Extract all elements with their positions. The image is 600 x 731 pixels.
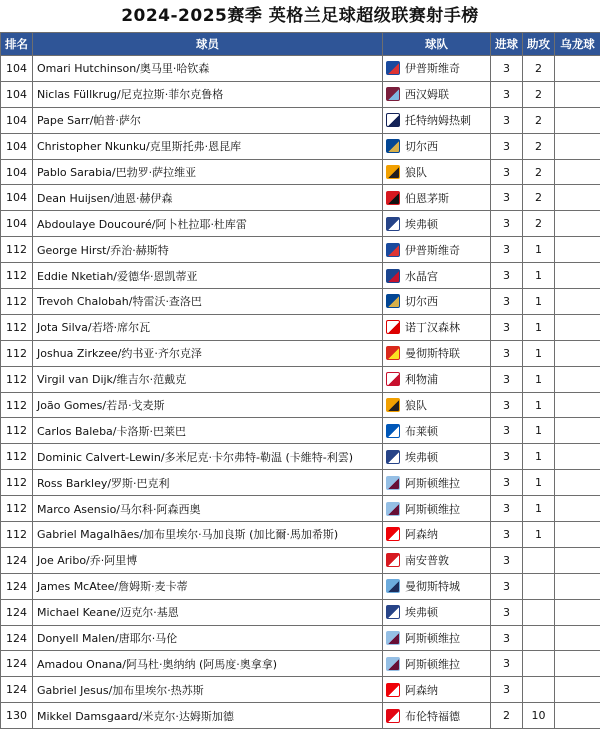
team-name: 布伦特福德	[405, 709, 460, 723]
own-goals-cell	[555, 56, 600, 82]
team-name: 阿森纳	[405, 683, 438, 697]
team-crest-icon	[386, 502, 400, 516]
table-row	[1, 56, 600, 82]
team-crest-icon	[386, 579, 400, 593]
player-cell: James McAtee/詹姆斯·麦卡蒂	[33, 573, 383, 599]
assists-cell: 1	[523, 522, 555, 548]
rank-cell: 112	[1, 366, 33, 392]
team-name: 埃弗顿	[405, 217, 438, 231]
rank-cell: 124	[1, 547, 33, 573]
team-name: 西汉姆联	[405, 88, 449, 102]
column-header-team: 球队	[383, 33, 491, 56]
team-cell	[383, 107, 491, 133]
column-header-assists: 助攻	[523, 33, 555, 56]
assists-cell: 1	[523, 340, 555, 366]
table-row	[1, 522, 600, 548]
goals-cell: 3	[491, 547, 523, 573]
column-header-own-goals: 乌龙球	[555, 33, 600, 56]
assists-cell: 1	[523, 470, 555, 496]
rank-cell: 112	[1, 263, 33, 289]
team-cell	[383, 263, 491, 289]
player-cell: Omari Hutchinson/奥马里·哈钦森	[33, 56, 383, 82]
own-goals-cell	[555, 444, 600, 470]
team-name: 曼彻斯特城	[405, 580, 460, 594]
team-cell	[383, 599, 491, 625]
team-cell	[383, 81, 491, 107]
own-goals-cell	[555, 159, 600, 185]
goals-cell: 3	[491, 599, 523, 625]
team-name: 布莱顿	[405, 424, 438, 438]
own-goals-cell	[555, 599, 600, 625]
team-crest-icon	[386, 294, 400, 308]
own-goals-cell	[555, 133, 600, 159]
player-cell: Joe Aribo/乔·阿里博	[33, 547, 383, 573]
table-row	[1, 496, 600, 522]
team-cell	[383, 159, 491, 185]
team-crest-icon	[386, 657, 400, 671]
team-crest-icon	[386, 553, 400, 567]
own-goals-cell	[555, 237, 600, 263]
player-cell: João Gomes/若昂·戈麦斯	[33, 392, 383, 418]
team-name: 阿斯顿维拉	[405, 476, 460, 490]
assists-cell: 2	[523, 211, 555, 237]
team-cell	[383, 651, 491, 677]
goals-cell: 3	[491, 418, 523, 444]
own-goals-cell	[555, 418, 600, 444]
team-crest-icon	[386, 191, 400, 205]
table-row	[1, 211, 600, 237]
goals-cell: 3	[491, 314, 523, 340]
assists-cell: 1	[523, 263, 555, 289]
player-cell: Carlos Baleba/卡洛斯·巴莱巴	[33, 418, 383, 444]
team-cell	[383, 133, 491, 159]
team-name: 南安普敦	[405, 554, 449, 568]
team-cell	[383, 547, 491, 573]
table-row	[1, 418, 600, 444]
team-name: 托特纳姆热刺	[405, 114, 471, 128]
rank-cell: 112	[1, 522, 33, 548]
team-name: 伯恩茅斯	[405, 191, 449, 205]
rank-cell: 124	[1, 651, 33, 677]
scorers-table	[0, 32, 600, 729]
team-cell	[383, 677, 491, 703]
goals-cell: 3	[491, 625, 523, 651]
rank-cell: 104	[1, 159, 33, 185]
team-cell	[383, 496, 491, 522]
player-cell: Michael Keane/迈克尔·基恩	[33, 599, 383, 625]
assists-cell: 1	[523, 289, 555, 315]
team-crest-icon	[386, 476, 400, 490]
team-name: 阿斯顿维拉	[405, 632, 460, 646]
player-cell: Trevoh Chalobah/特雷沃·查洛巴	[33, 289, 383, 315]
team-cell	[383, 703, 491, 729]
assists-cell: 2	[523, 159, 555, 185]
assists-cell: 10	[523, 703, 555, 729]
own-goals-cell	[555, 496, 600, 522]
player-cell: Marco Asensio/马尔科·阿森西奥	[33, 496, 383, 522]
table-row	[1, 107, 600, 133]
assists-cell: 2	[523, 81, 555, 107]
goals-cell: 3	[491, 237, 523, 263]
table-row	[1, 237, 600, 263]
page-title: 2024-2025赛季 英格兰足球超级联赛射手榜	[121, 6, 479, 26]
own-goals-cell	[555, 547, 600, 573]
table-row	[1, 573, 600, 599]
assists-cell: 2	[523, 133, 555, 159]
rank-cell: 104	[1, 133, 33, 159]
rank-cell: 112	[1, 496, 33, 522]
assists-cell	[523, 573, 555, 599]
rank-cell: 104	[1, 107, 33, 133]
rank-cell: 104	[1, 211, 33, 237]
team-name: 埃弗顿	[405, 450, 438, 464]
team-name: 水晶宫	[405, 269, 438, 283]
table-row	[1, 470, 600, 496]
goals-cell: 3	[491, 185, 523, 211]
player-cell: Gabriel Magalhães/加布里埃尔·马加良斯 (加比爾·馬加希斯)	[33, 522, 383, 548]
team-crest-icon	[386, 605, 400, 619]
player-cell: Pablo Sarabia/巴勃罗·萨拉维亚	[33, 159, 383, 185]
team-cell	[383, 573, 491, 599]
rank-cell: 112	[1, 418, 33, 444]
table-body	[1, 56, 600, 729]
team-crest-icon	[386, 631, 400, 645]
team-cell	[383, 340, 491, 366]
table-row	[1, 133, 600, 159]
table-row	[1, 703, 600, 729]
own-goals-cell	[555, 340, 600, 366]
goals-cell: 3	[491, 340, 523, 366]
goals-cell: 3	[491, 522, 523, 548]
table-row	[1, 625, 600, 651]
own-goals-cell	[555, 651, 600, 677]
goals-cell: 3	[491, 392, 523, 418]
team-cell	[383, 56, 491, 82]
goals-cell: 3	[491, 133, 523, 159]
table-row	[1, 340, 600, 366]
assists-cell: 1	[523, 392, 555, 418]
own-goals-cell	[555, 522, 600, 548]
player-cell: Mikkel Damsgaard/米克尔·达姆斯加德	[33, 703, 383, 729]
team-crest-icon	[386, 320, 400, 334]
team-crest-icon	[386, 217, 400, 231]
rank-cell: 112	[1, 470, 33, 496]
rank-cell: 112	[1, 289, 33, 315]
team-name: 埃弗顿	[405, 606, 438, 620]
assists-cell: 1	[523, 314, 555, 340]
goals-cell: 3	[491, 470, 523, 496]
team-crest-icon	[386, 269, 400, 283]
player-cell: Donyell Malen/唐耶尔·马伦	[33, 625, 383, 651]
team-name: 狼队	[405, 399, 427, 413]
assists-cell	[523, 651, 555, 677]
team-cell	[383, 237, 491, 263]
assists-cell: 2	[523, 185, 555, 211]
team-cell	[383, 366, 491, 392]
rank-cell: 104	[1, 81, 33, 107]
team-crest-icon	[386, 450, 400, 464]
own-goals-cell	[555, 625, 600, 651]
player-cell: Virgil van Dijk/维吉尔·范戴克	[33, 366, 383, 392]
table-row	[1, 289, 600, 315]
rank-cell: 112	[1, 314, 33, 340]
team-name: 切尔西	[405, 140, 438, 154]
table-row	[1, 263, 600, 289]
team-name: 阿斯顿维拉	[405, 502, 460, 516]
player-cell: Dean Huijsen/迪恩·赫伊森	[33, 185, 383, 211]
table-row	[1, 599, 600, 625]
own-goals-cell	[555, 703, 600, 729]
own-goals-cell	[555, 392, 600, 418]
team-crest-icon	[386, 527, 400, 541]
goals-cell: 3	[491, 211, 523, 237]
player-cell: Amadou Onana/阿马杜·奥纳纳 (阿馬度·奧拿拿)	[33, 651, 383, 677]
team-cell	[383, 418, 491, 444]
team-name: 曼彻斯特联	[405, 347, 460, 361]
team-name: 阿森纳	[405, 528, 438, 542]
team-crest-icon	[386, 165, 400, 179]
rank-cell: 124	[1, 625, 33, 651]
goals-cell: 3	[491, 677, 523, 703]
own-goals-cell	[555, 366, 600, 392]
team-crest-icon	[386, 424, 400, 438]
assists-cell: 1	[523, 366, 555, 392]
column-header-goals: 进球	[491, 33, 523, 56]
own-goals-cell	[555, 470, 600, 496]
assists-cell: 2	[523, 56, 555, 82]
team-cell	[383, 185, 491, 211]
goals-cell: 3	[491, 444, 523, 470]
player-cell: Dominic Calvert-Lewin/多米尼克·卡尔弗特-勒温 (卡維特-利雲)	[33, 444, 383, 470]
rank-cell: 130	[1, 703, 33, 729]
player-cell: George Hirst/乔治·赫斯特	[33, 237, 383, 263]
team-crest-icon	[386, 398, 400, 412]
goals-cell: 3	[491, 263, 523, 289]
goals-cell: 2	[491, 703, 523, 729]
own-goals-cell	[555, 107, 600, 133]
table-row	[1, 185, 600, 211]
assists-cell: 1	[523, 444, 555, 470]
table-row	[1, 314, 600, 340]
rank-cell: 112	[1, 237, 33, 263]
rank-cell: 104	[1, 56, 33, 82]
table-row	[1, 677, 600, 703]
goals-cell: 3	[491, 159, 523, 185]
table-row	[1, 444, 600, 470]
own-goals-cell	[555, 677, 600, 703]
team-cell	[383, 444, 491, 470]
player-cell: Ross Barkley/罗斯·巴克利	[33, 470, 383, 496]
team-name: 伊普斯维奇	[405, 243, 460, 257]
team-cell	[383, 314, 491, 340]
rank-cell: 104	[1, 185, 33, 211]
table-row	[1, 366, 600, 392]
player-cell: Jota Silva/若塔·席尔瓦	[33, 314, 383, 340]
team-cell	[383, 625, 491, 651]
team-crest-icon	[386, 61, 400, 75]
team-cell	[383, 289, 491, 315]
assists-cell: 1	[523, 418, 555, 444]
own-goals-cell	[555, 314, 600, 340]
team-name: 狼队	[405, 166, 427, 179]
table-row	[1, 159, 600, 185]
team-crest-icon	[386, 139, 400, 153]
table-row	[1, 651, 600, 677]
assists-cell	[523, 625, 555, 651]
own-goals-cell	[555, 289, 600, 315]
goals-cell: 3	[491, 289, 523, 315]
assists-cell: 2	[523, 107, 555, 133]
table-row	[1, 392, 600, 418]
player-cell: Eddie Nketiah/爱德华·恩凯蒂亚	[33, 263, 383, 289]
table-row	[1, 81, 600, 107]
goals-cell: 3	[491, 651, 523, 677]
table-header-row	[1, 33, 600, 56]
rank-cell: 124	[1, 677, 33, 703]
player-cell: Pape Sarr/帕普·萨尔	[33, 107, 383, 133]
rank-cell: 124	[1, 599, 33, 625]
team-crest-icon	[386, 243, 400, 257]
rank-cell: 112	[1, 340, 33, 366]
team-crest-icon	[386, 346, 400, 360]
team-name: 切尔西	[405, 295, 438, 309]
table-row	[1, 547, 600, 573]
team-crest-icon	[386, 113, 400, 127]
assists-cell	[523, 677, 555, 703]
team-crest-icon	[386, 709, 400, 723]
team-cell	[383, 211, 491, 237]
player-cell: Joshua Zirkzee/约书亚·齐尔克泽	[33, 340, 383, 366]
team-crest-icon	[386, 683, 400, 697]
goals-cell: 3	[491, 81, 523, 107]
team-crest-icon	[386, 372, 400, 386]
team-name: 阿斯顿维拉	[405, 657, 460, 671]
rank-cell: 124	[1, 573, 33, 599]
team-name: 利物浦	[405, 373, 438, 387]
own-goals-cell	[555, 573, 600, 599]
assists-cell: 1	[523, 237, 555, 263]
own-goals-cell	[555, 263, 600, 289]
goals-cell: 3	[491, 56, 523, 82]
goals-cell: 3	[491, 366, 523, 392]
team-crest-icon	[386, 87, 400, 101]
goals-cell: 3	[491, 573, 523, 599]
player-cell: Abdoulaye Doucouré/阿卜杜拉耶·杜库雷	[33, 211, 383, 237]
rank-cell: 112	[1, 392, 33, 418]
column-header-player: 球员	[33, 33, 383, 56]
assists-cell	[523, 547, 555, 573]
rank-cell: 112	[1, 444, 33, 470]
team-cell	[383, 470, 491, 496]
own-goals-cell	[555, 211, 600, 237]
player-cell: Niclas Füllkrug/尼克拉斯·菲尔克鲁格	[33, 81, 383, 107]
team-cell	[383, 522, 491, 548]
player-cell: Christopher Nkunku/克里斯托弗·恩昆库	[33, 133, 383, 159]
own-goals-cell	[555, 81, 600, 107]
goals-cell: 3	[491, 496, 523, 522]
team-name: 伊普斯维奇	[405, 62, 460, 76]
assists-cell: 1	[523, 496, 555, 522]
assists-cell	[523, 599, 555, 625]
own-goals-cell	[555, 185, 600, 211]
column-header-rank: 排名	[1, 33, 33, 56]
team-name: 诺丁汉森林	[405, 321, 460, 335]
goals-cell: 3	[491, 107, 523, 133]
team-cell	[383, 392, 491, 418]
player-cell: Gabriel Jesus/加布里埃尔·热苏斯	[33, 677, 383, 703]
